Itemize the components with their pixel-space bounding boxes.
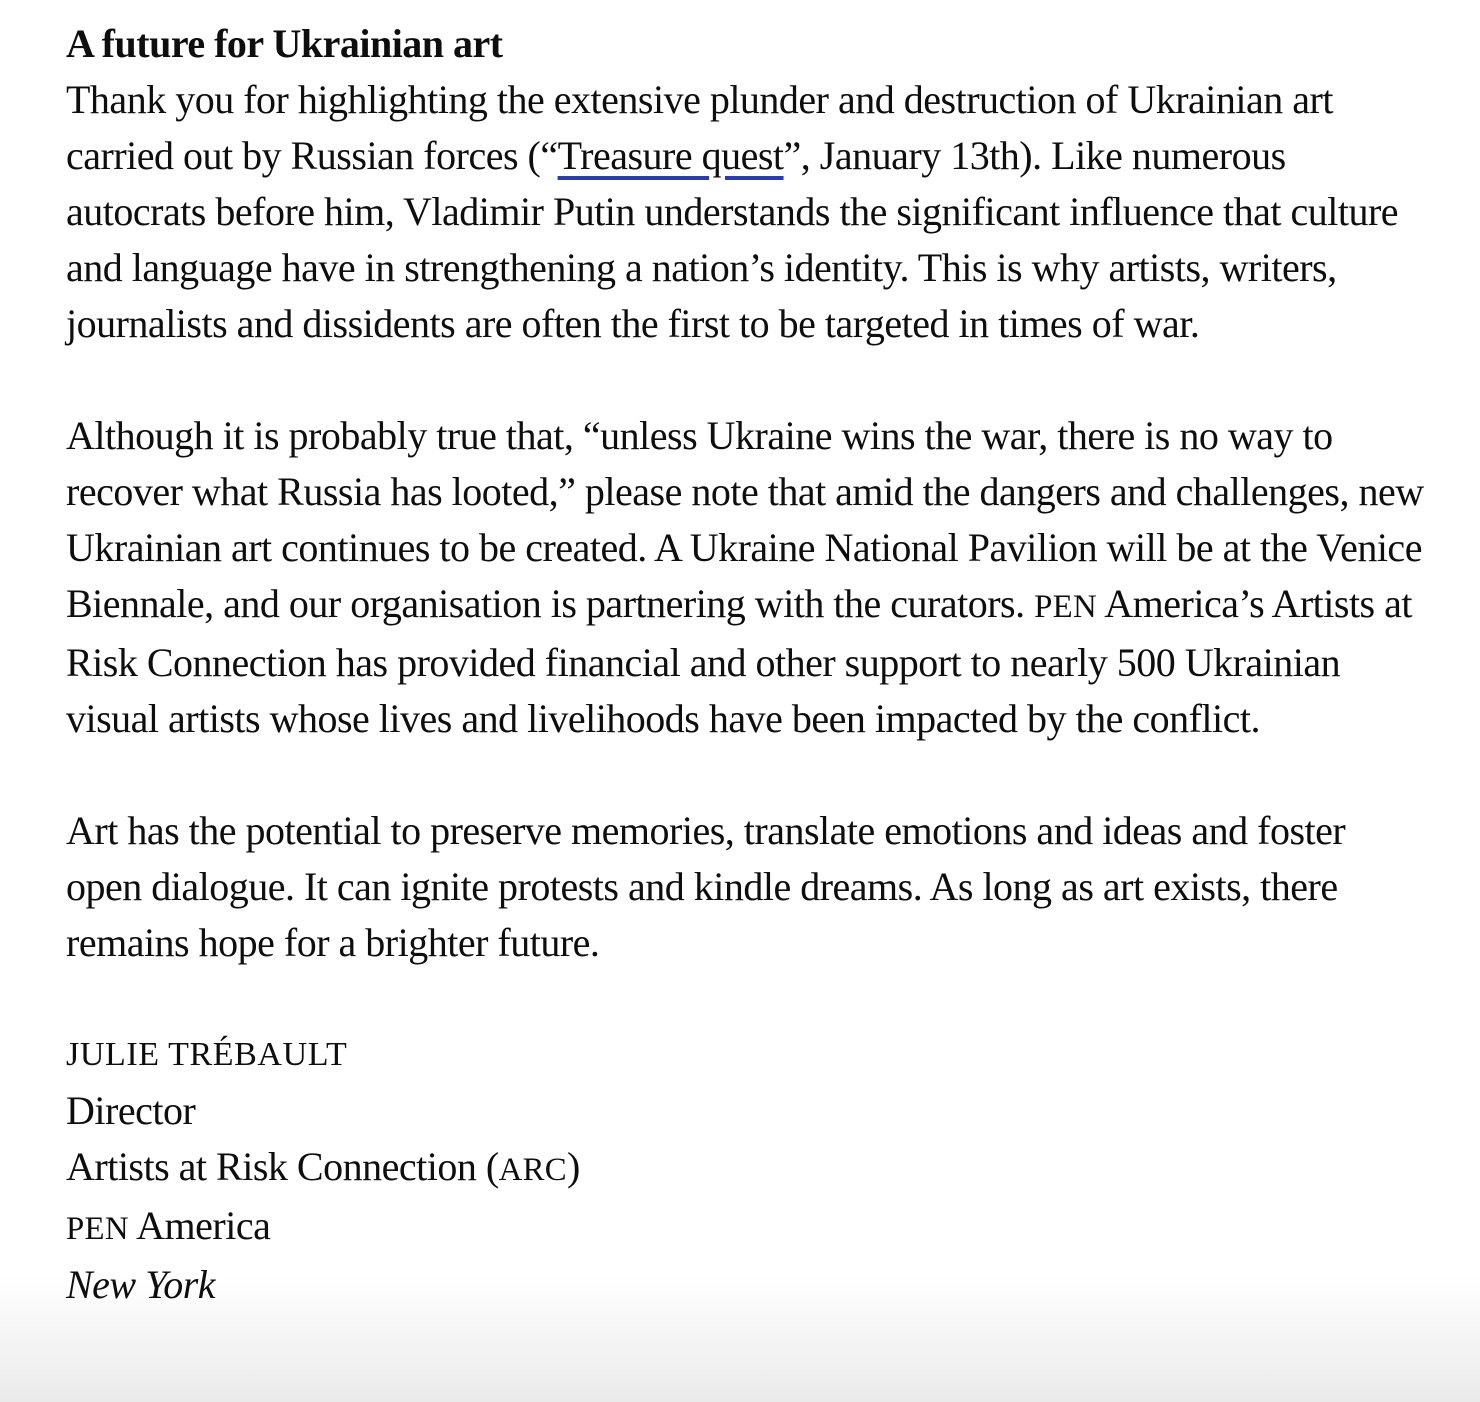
paragraph: Thank you for highlighting the extensive plunder and destruction of Ukrainian art carried out by Russian forces (“Treasure quest”, January 13th). Like numerous autocrats before him, Vladimir Putin understands the significant influence that culture and language have in strengthening a nation’s identity. This is why artists, writers, journalists and dissidents are often the first to be targeted in times of war. [66, 77, 1399, 346]
paragraph: Art has the potential to preserve memories, translate emotions and ideas and foster open dialogue. It can ignite protests and kindle dreams. As long as art exists, there remains hope for a brighter future. [66, 808, 1346, 965]
smallcaps-text: ARC [498, 1152, 567, 1188]
signature-name: JULIE TRÉBAULT [66, 1036, 348, 1073]
smallcaps-text: PEN [66, 1211, 129, 1247]
signature-line: Artists at Risk Connection (ARC) [66, 1144, 580, 1189]
signature-line: PEN America [66, 1203, 271, 1248]
treasure-quest-link[interactable]: Treasure quest [557, 133, 784, 178]
signature-lines [66, 1083, 1428, 1257]
letter-body [66, 72, 1428, 971]
signature-line: Director [66, 1088, 196, 1133]
smallcaps-text: PEN [1034, 589, 1097, 625]
letter-title: A future for Ukrainian art [66, 21, 503, 66]
paragraph: Although it is probably true that, “unless Ukraine wins the war, there is no way to recover what Russia has looted,” please note that amid the dangers and challenges, new Ukrainian art continues to be created. A Ukraine National Pavilion will be at the Venice Biennale, and our organisation is partnering with the curators. PEN America’s Artists at Risk Connection has provided financial and other support to nearly 500 Ukrainian visual artists whose lives and livelihoods have been impacted by the conflict. [66, 413, 1424, 741]
signature-block [66, 1027, 1428, 1313]
signature-location: New York [66, 1262, 216, 1307]
